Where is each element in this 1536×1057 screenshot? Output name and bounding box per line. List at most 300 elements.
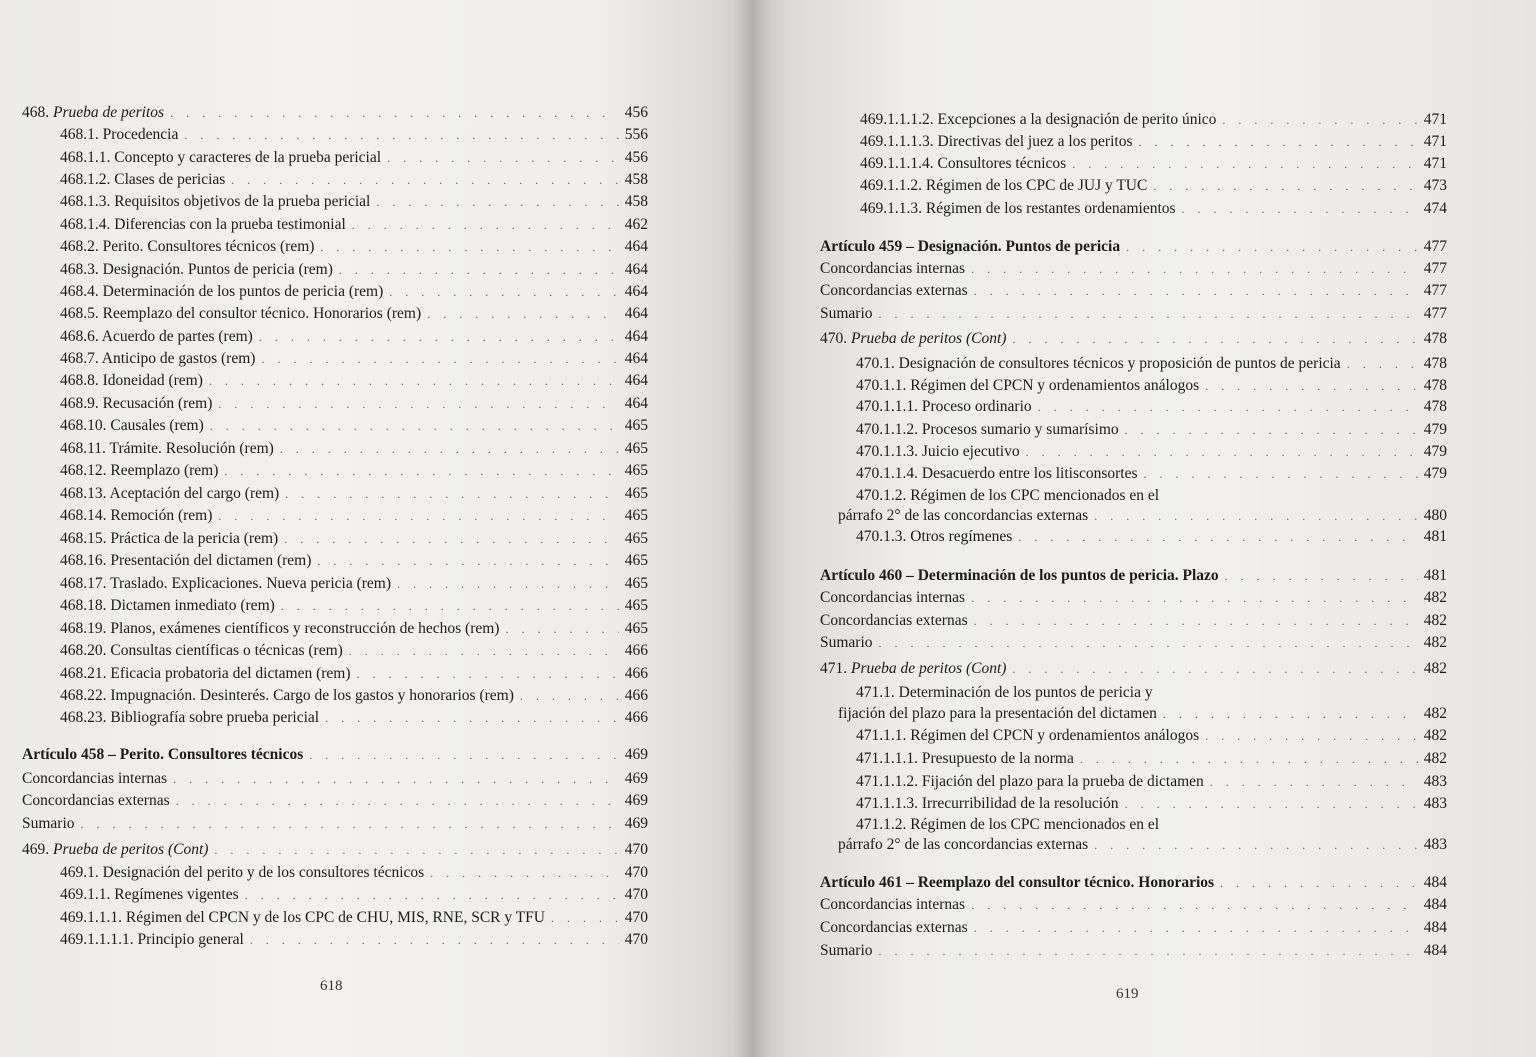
- toc-entry-page: 464: [624, 350, 648, 367]
- dot-leader: [184, 126, 618, 144]
- toc-entry-label: 469.1. Designación del perito y de los consultores técnicos: [60, 864, 425, 881]
- toc-entry: [22, 792, 648, 810]
- toc-entry-label: 471.1.1. Régimen del CPCN y ordenamientos análogos: [856, 727, 1200, 744]
- dot-leader: [339, 261, 619, 279]
- dot-leader: [173, 770, 619, 788]
- toc-entry-label: Artículo 458 – Perito. Consultores técnicos: [22, 746, 304, 763]
- toc-entry-page: 456: [624, 104, 648, 121]
- toc-entry-page: 481: [1423, 567, 1447, 584]
- page-number-right: 619: [1116, 986, 1139, 1002]
- toc-entry-page: 466: [624, 642, 648, 659]
- toc-entry-label: Concordancias externas: [820, 612, 968, 629]
- toc-entry: [860, 133, 1447, 151]
- dot-leader: [387, 149, 619, 167]
- dot-leader: [505, 620, 618, 638]
- toc-entry: [60, 417, 648, 435]
- toc-entry-page: 465: [624, 597, 648, 614]
- dot-leader: [1205, 727, 1418, 745]
- toc-entry-label: 468.1.4. Diferencias con la prueba testimonial: [60, 216, 346, 233]
- toc-entry: [60, 305, 648, 323]
- toc-entry-title: [60, 709, 319, 727]
- toc-entry-title: [60, 507, 212, 525]
- dot-leader: [427, 305, 619, 323]
- toc-entry-title: [60, 552, 311, 570]
- toc-entry-label: 470.1.1.2. Procesos sumario y sumarísimo: [856, 421, 1119, 438]
- toc-entry: [856, 816, 1447, 834]
- toc-entry-label: fijación del plazo para la presentación del dictamen: [838, 705, 1157, 722]
- toc-entry-page: 479: [1423, 421, 1447, 438]
- toc-entry: [860, 155, 1447, 173]
- dot-leader: [1026, 443, 1418, 461]
- toc-entry: [60, 462, 648, 480]
- toc-entry-title: [838, 507, 1088, 525]
- toc-left: [0, 0, 752, 1057]
- toc-entry: [820, 589, 1447, 607]
- toc-entry-page: 484: [1423, 919, 1447, 936]
- toc-entry: [60, 597, 648, 615]
- toc-entry-title: [856, 684, 1153, 702]
- toc-entry-page: 465: [624, 530, 648, 547]
- dot-leader: [520, 687, 619, 705]
- dot-leader: [1347, 355, 1418, 373]
- dot-leader: [176, 792, 619, 810]
- toc-entry: [820, 282, 1447, 300]
- toc-entry-page: 471: [1423, 155, 1447, 172]
- dot-leader: [1222, 111, 1417, 129]
- toc-entry-title: [820, 634, 873, 652]
- toc-entry-label: Sumario: [820, 305, 873, 322]
- toc-entry-label: Concordancias internas: [820, 589, 966, 606]
- toc-entry: [856, 487, 1447, 505]
- toc-entry: [22, 104, 648, 122]
- dot-leader: [1038, 398, 1418, 416]
- dot-leader: [309, 746, 619, 764]
- dot-leader: [879, 634, 1418, 652]
- toc-entry: [820, 896, 1447, 914]
- toc-entry: [60, 687, 648, 705]
- toc-entry-page: 466: [624, 687, 648, 704]
- toc-entry-page: 471: [1423, 111, 1447, 128]
- toc-entry-page: 482: [1423, 612, 1447, 629]
- toc-entry-page: 470: [624, 841, 648, 858]
- dot-leader: [325, 709, 619, 727]
- toc-entry-title: [60, 261, 333, 279]
- toc-entry: [60, 126, 648, 144]
- toc-article-heading: [22, 746, 648, 764]
- toc-entry: [820, 634, 1447, 652]
- toc-entry-label: 469.1.1.1.2. Excepciones a la designación de perito único: [860, 111, 1217, 128]
- dot-leader: [1182, 200, 1418, 218]
- toc-entry-title: [60, 238, 314, 256]
- toc-entry-page: 478: [1423, 398, 1447, 415]
- toc-entry-title: [860, 111, 1216, 129]
- toc-entry-label: Sumario: [22, 815, 75, 832]
- toc-entry-page: 465: [624, 462, 648, 479]
- toc-entry-label: Prueba de peritos (Cont): [53, 841, 209, 858]
- dot-leader: [1125, 795, 1418, 813]
- toc-entry-label: Concordancias externas: [22, 792, 170, 809]
- toc-entry-title: [820, 567, 1219, 585]
- toc-entry-title: [60, 575, 391, 593]
- toc-entry-page: 462: [624, 216, 648, 233]
- toc-entry-label: 468.1.3. Requisitos objetivos de la prueba pericial: [60, 193, 371, 210]
- toc-entry-label: 468.20. Consultas científicas o técnicas (rem): [60, 642, 343, 659]
- toc-entry-label: 469.1.1.1.4. Consultores técnicos: [860, 155, 1067, 172]
- toc-entry-page: 469: [624, 815, 648, 832]
- toc-entry-page: 484: [1423, 896, 1447, 913]
- toc-entry-title: [60, 665, 351, 683]
- toc-entry-title: [60, 350, 255, 368]
- toc-entry-page: 482: [1423, 727, 1447, 744]
- toc-entry-page: 465: [624, 440, 648, 457]
- toc-entry-title: [60, 440, 274, 458]
- toc-entry-title: [856, 398, 1032, 416]
- toc-entry-label: Artículo 459 – Designación. Puntos de pericia: [820, 238, 1121, 255]
- toc-entry-page: 469: [624, 792, 648, 809]
- toc-entry-title: [860, 200, 1176, 218]
- toc-entry-title: [22, 815, 75, 833]
- toc-entry-title: [820, 874, 1214, 892]
- toc-entry-page: 477: [1423, 282, 1447, 299]
- toc-entry-label: 468.18. Dictamen inmediato (rem): [60, 597, 275, 614]
- toc-entry: [856, 465, 1447, 483]
- toc-entry-title: [60, 372, 203, 390]
- toc-entry-label: 468.23. Bibliografía sobre prueba pericial: [60, 709, 320, 726]
- dot-leader: [974, 282, 1418, 300]
- toc-entry: [60, 395, 648, 413]
- toc-entry-number: 468.: [22, 104, 53, 121]
- toc-entry-page: 465: [624, 552, 648, 569]
- toc-entry-page: 464: [624, 283, 648, 300]
- toc-entry: [820, 305, 1447, 323]
- toc-entry-title: [856, 355, 1341, 373]
- toc-entry: [22, 841, 648, 859]
- toc-entry-number: 471.: [820, 660, 851, 677]
- toc-entry-label: Prueba de peritos (Cont): [851, 330, 1007, 347]
- toc-entry-page: 464: [624, 238, 648, 255]
- dot-leader: [974, 919, 1418, 937]
- toc-entry: [60, 193, 648, 211]
- toc-entry-label: 470.1. Designación de consultores técnicos y proposición de puntos de pericia: [856, 355, 1341, 372]
- toc-entry-page: 477: [1423, 260, 1447, 277]
- toc-entry-title: [838, 705, 1157, 723]
- toc-entry-page: 465: [624, 485, 648, 502]
- toc-entry: [60, 642, 648, 660]
- toc-entry-page: 471: [1423, 133, 1447, 150]
- toc-entry-label: 468.13. Aceptación del cargo (rem): [60, 485, 280, 502]
- dot-leader: [224, 462, 618, 480]
- toc-entry-title: [860, 155, 1066, 173]
- toc-entry-page: 464: [624, 261, 648, 278]
- toc-entry-title: [856, 528, 1012, 546]
- toc-entry-page: 478: [1423, 377, 1447, 394]
- toc-entry: [60, 886, 648, 904]
- toc-entry-page: 478: [1423, 330, 1447, 347]
- dot-leader: [261, 350, 618, 368]
- toc-entry: [22, 770, 648, 788]
- toc-entry-label: 468.9. Recusación (rem): [60, 395, 213, 412]
- toc-entry: [820, 260, 1447, 278]
- toc-entry-label: 470.1.1.1. Proceso ordinario: [856, 398, 1032, 415]
- toc-entry-label: 468.1. Procedencia: [60, 126, 179, 143]
- dot-leader: [284, 530, 619, 548]
- toc-entry-title: [22, 104, 164, 122]
- toc-entry-page: 465: [624, 417, 648, 434]
- toc-entry-page: 479: [1423, 465, 1447, 482]
- toc-entry-title: [60, 931, 244, 949]
- toc-entry-page: 470: [624, 886, 648, 903]
- toc-entry-title: [820, 589, 965, 607]
- toc-entry-title: [860, 133, 1132, 151]
- dot-leader: [1072, 155, 1418, 173]
- toc-entry-label: Artículo 461 – Reemplazo del consultor técnico. Honorarios: [820, 874, 1215, 891]
- toc-entry-title: [820, 238, 1120, 256]
- toc-entry-page: 479: [1423, 443, 1447, 460]
- toc-entry-page: 556: [624, 126, 648, 143]
- toc-entry-label: 471.1. Determinación de los puntos de pericia y: [856, 684, 1153, 701]
- toc-entry-title: [60, 126, 178, 144]
- toc-entry-title: [838, 836, 1088, 854]
- toc-entry-page: 465: [624, 620, 648, 637]
- toc-entry-label: 468.7. Anticipo de gastos (rem): [60, 350, 256, 367]
- toc-entry-title: [856, 773, 1204, 791]
- toc-entry-title: [820, 919, 968, 937]
- toc-entry: [60, 709, 648, 727]
- dot-leader: [971, 896, 1418, 914]
- toc-entry: [60, 238, 648, 256]
- toc-entry-title: [856, 377, 1199, 395]
- toc-article-heading: [820, 567, 1447, 585]
- dot-leader: [430, 864, 619, 882]
- toc-entry-title: [60, 530, 278, 548]
- dot-leader: [971, 260, 1418, 278]
- toc-entry-label: 468.1.1. Concepto y caracteres de la prueba pericial: [60, 149, 382, 166]
- toc-entry: [60, 485, 648, 503]
- toc-entry: [60, 909, 648, 927]
- dot-leader: [320, 238, 618, 256]
- book-gutter: [734, 0, 770, 1057]
- toc-entry-title: [856, 750, 1074, 768]
- toc-entry: [856, 377, 1447, 395]
- toc-entry: [22, 815, 648, 833]
- toc-entry-label: Prueba de peritos (Cont): [851, 660, 1007, 677]
- dot-leader: [218, 395, 618, 413]
- toc-entry: [856, 443, 1447, 461]
- toc-entry-label: 468.1.2. Clases de pericias: [60, 171, 226, 188]
- toc-entry-page: 483: [1423, 795, 1447, 812]
- toc-entry: [856, 398, 1447, 416]
- toc-entry-label: 471.1.1.3. Irrecurribilidad de la resolución: [856, 795, 1119, 812]
- dot-leader: [1163, 705, 1418, 723]
- dot-leader: [280, 440, 619, 458]
- toc-entry: [856, 727, 1447, 745]
- toc-entry-page: 477: [1423, 238, 1447, 255]
- dot-leader: [389, 283, 619, 301]
- toc-entry-title: [60, 886, 239, 904]
- toc-entry-title: [60, 642, 343, 660]
- toc-entry: [856, 750, 1447, 768]
- toc-entry-page: 466: [624, 709, 648, 726]
- dot-leader: [231, 171, 618, 189]
- toc-entry-title: [856, 465, 1138, 483]
- toc-entry: [60, 665, 648, 683]
- toc-entry-label: 469.1.1. Regímenes vigentes: [60, 886, 239, 903]
- dot-leader: [879, 942, 1418, 960]
- dot-leader: [879, 305, 1418, 323]
- dot-leader: [1153, 177, 1417, 195]
- page-number-left: 618: [320, 978, 343, 994]
- toc-entry: [838, 836, 1447, 854]
- toc-entry: [856, 684, 1447, 702]
- toc-entry: [860, 177, 1447, 195]
- toc-entry: [60, 171, 648, 189]
- toc-entry-page: 478: [1423, 355, 1447, 372]
- dot-leader: [1094, 836, 1418, 854]
- dot-leader: [1012, 660, 1417, 678]
- toc-entry: [60, 350, 648, 368]
- toc-entry-label: 471.1.2. Régimen de los CPC mencionados en el: [856, 816, 1160, 833]
- toc-entry-label: 470.1.1.4. Desacuerdo entre los litisconsortes: [856, 465, 1138, 482]
- toc-entry-page: 473: [1423, 177, 1447, 194]
- toc-entry-label: 468.5. Reemplazo del consultor técnico. Honorarios (rem): [60, 305, 422, 322]
- toc-entry-page: 464: [624, 328, 648, 345]
- toc-entry-label: Concordancias internas: [820, 896, 966, 913]
- toc-entry-label: Sumario: [820, 634, 873, 651]
- toc-entry: [60, 372, 648, 390]
- toc-entry-page: 470: [624, 931, 648, 948]
- toc-entry: [860, 111, 1447, 129]
- toc-entry-page: 470: [624, 864, 648, 881]
- toc-entry: [838, 705, 1447, 723]
- toc-entry-title: [60, 283, 383, 301]
- toc-entry-page: 469: [624, 746, 648, 763]
- toc-entry-page: 466: [624, 665, 648, 682]
- dot-leader: [1205, 377, 1418, 395]
- toc-entry-page: 483: [1423, 773, 1447, 790]
- toc-entry: [60, 931, 648, 949]
- toc-entry: [856, 773, 1447, 791]
- dot-leader: [317, 552, 618, 570]
- toc-entry-label: 468.15. Práctica de la pericia (rem): [60, 530, 279, 547]
- toc-entry-label: 468.11. Trámite. Resolución (rem): [60, 440, 274, 457]
- dot-leader: [1225, 567, 1418, 585]
- toc-entry-page: 470: [624, 909, 648, 926]
- toc-entry-label: Concordancias externas: [820, 919, 968, 936]
- toc-entry-label: 470.1.3. Otros regímenes: [856, 528, 1013, 545]
- toc-entry-title: [820, 260, 965, 278]
- toc-entry-label: párrafo 2° de las concordancias externas: [838, 836, 1089, 853]
- toc-entry-page: 474: [1423, 200, 1447, 217]
- toc-entry-title: [856, 487, 1159, 505]
- toc-entry-label: Artículo 460 – Determinación de los puntos de pericia. Plazo: [820, 567, 1219, 584]
- toc-entry: [60, 507, 648, 525]
- toc-entry-label: 468.21. Eficacia probatoria del dictamen (rem): [60, 665, 351, 682]
- toc-entry-label: 468.3. Designación. Puntos de pericia (rem): [60, 261, 333, 278]
- toc-entry-title: [60, 216, 346, 234]
- toc-entry-page: 464: [624, 305, 648, 322]
- toc-entry-title: [60, 395, 212, 413]
- dot-leader: [1126, 238, 1418, 256]
- toc-entry-label: 468.12. Reemplazo (rem): [60, 462, 219, 479]
- toc-entry-page: 482: [1423, 589, 1447, 606]
- toc-entry-title: [60, 597, 275, 615]
- dot-leader: [551, 909, 619, 927]
- toc-entry: [820, 612, 1447, 630]
- dot-leader: [1138, 133, 1417, 151]
- toc-entry-label: Prueba de peritos: [53, 104, 165, 121]
- toc-entry-label: párrafo 2° de las concordancias externas: [838, 507, 1089, 524]
- toc-entry-page: 481: [1423, 528, 1447, 545]
- toc-entry-label: 468.17. Traslado. Explicaciones. Nueva pericia (rem): [60, 575, 392, 592]
- toc-entry-label: Concordancias internas: [820, 260, 966, 277]
- toc-entry-label: 470.1.1.3. Juicio ejecutivo: [856, 443, 1020, 460]
- toc-entry: [820, 919, 1447, 937]
- dot-leader: [974, 612, 1418, 630]
- toc-entry-title: [856, 421, 1119, 439]
- toc-entry: [60, 328, 648, 346]
- toc-entry-page: 465: [624, 507, 648, 524]
- dot-leader: [971, 589, 1418, 607]
- toc-entry-page: 482: [1423, 660, 1447, 677]
- toc-entry: [60, 575, 648, 593]
- toc-entry-title: [60, 328, 253, 346]
- toc-entry: [820, 330, 1447, 348]
- toc-entry-label: 468.14. Remoción (rem): [60, 507, 213, 524]
- dot-leader: [1094, 507, 1418, 525]
- toc-entry-title: [60, 485, 279, 503]
- toc-entry-title: [860, 177, 1147, 195]
- toc-entry: [860, 200, 1447, 218]
- dot-leader: [218, 507, 618, 525]
- toc-entry-label: 469.1.1.1.3. Directivas del juez a los peritos: [860, 133, 1133, 150]
- dot-leader: [214, 841, 618, 859]
- toc-entry-label: 470.1.2. Régimen de los CPC mencionados en el: [856, 487, 1160, 504]
- toc-entry-title: [60, 193, 370, 211]
- toc-entry-label: 468.22. Impugnación. Desinterés. Cargo de los gastos y honorarios (rem): [60, 687, 514, 704]
- dot-leader: [1018, 528, 1417, 546]
- toc-entry-title: [60, 620, 499, 638]
- dot-leader: [349, 642, 619, 660]
- dot-leader: [245, 886, 619, 904]
- toc-entry-title: [60, 909, 545, 927]
- dot-leader: [285, 485, 619, 503]
- toc-entry-page: 480: [1423, 507, 1447, 524]
- toc-entry-page: 482: [1423, 634, 1447, 651]
- dot-leader: [1220, 874, 1418, 892]
- dot-leader: [357, 665, 619, 683]
- toc-entry-page: 458: [624, 171, 648, 188]
- toc-entry: [820, 660, 1447, 678]
- toc-entry-page: 465: [624, 575, 648, 592]
- toc-entry-label: Concordancias internas: [22, 770, 168, 787]
- toc-entry-label: 470.1.1. Régimen del CPCN y ordenamientos análogos: [856, 377, 1200, 394]
- toc-entry-number: 470.: [820, 330, 851, 347]
- toc-entry-label: 468.16. Presentación del dictamen (rem): [60, 552, 312, 569]
- toc-entry-label: 468.8. Idoneidad (rem): [60, 372, 203, 389]
- toc-entry-label: 468.4. Determinación de los puntos de pericia (rem): [60, 283, 384, 300]
- dot-leader: [250, 931, 619, 949]
- dot-leader: [81, 815, 619, 833]
- dot-leader: [352, 216, 619, 234]
- toc-entry-number: 469.: [22, 841, 53, 858]
- toc-entry: [856, 795, 1447, 813]
- dot-leader: [1080, 750, 1418, 768]
- left-page: [0, 0, 752, 1057]
- toc-entry-title: [60, 305, 421, 323]
- right-page: [752, 0, 1536, 1057]
- toc-entry-title: [60, 462, 218, 480]
- toc-entry-page: 483: [1423, 836, 1447, 853]
